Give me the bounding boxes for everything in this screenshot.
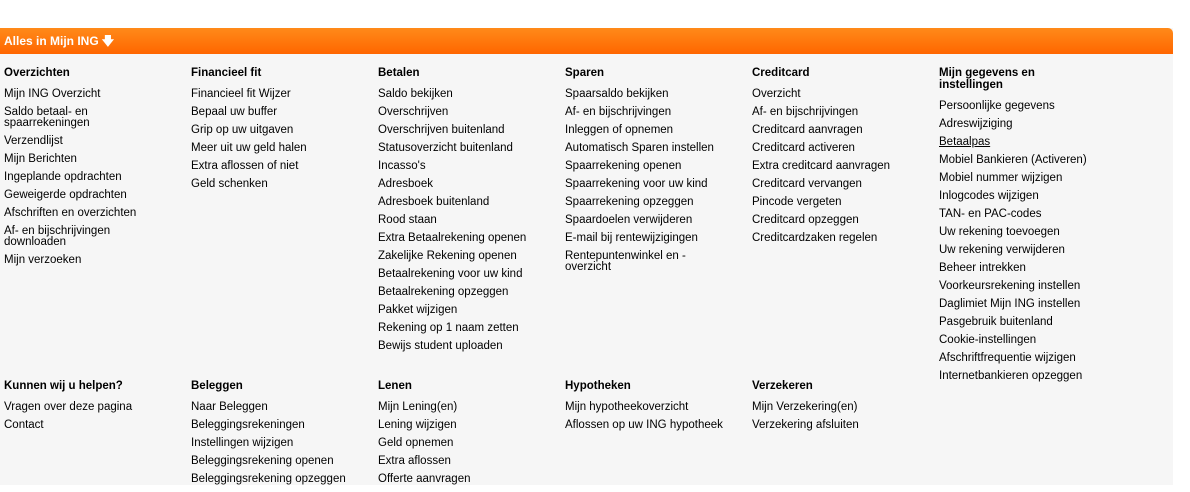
menu-link[interactable]: Mijn hypotheekoverzicht: [565, 401, 689, 413]
menu-link[interactable]: Bewijs student uploaden: [378, 340, 503, 352]
menu-link[interactable]: Creditcard activeren: [752, 142, 855, 154]
menu-link[interactable]: Zakelijke Rekening openen: [378, 250, 517, 262]
menu-link[interactable]: Beheer intrekken: [939, 262, 1026, 274]
section-sparen: [565, 67, 745, 280]
menu-link[interactable]: Inleggen of opnemen: [565, 124, 674, 136]
menu-link[interactable]: Verzekering afsluiten: [752, 419, 859, 431]
menu-link[interactable]: Af- en bijschrijvingen: [752, 106, 859, 118]
menu-link[interactable]: Mijn ING Overzicht: [4, 88, 101, 100]
link-list: [378, 89, 558, 352]
menu-link[interactable]: Af- en bijschrijvingen: [565, 106, 672, 118]
menu-link[interactable]: Adreswijziging: [939, 118, 1013, 130]
menu-link[interactable]: Daglimiet Mijn ING instellen: [939, 298, 1081, 310]
menu-link[interactable]: Statusoverzicht buitenland: [378, 142, 513, 154]
menu-link[interactable]: Mijn Lening(en): [378, 401, 458, 413]
menu-link[interactable]: Af- en bijschrijvingen downloaden: [4, 225, 111, 248]
menu-link[interactable]: Beleggingsrekening openen: [191, 455, 334, 467]
menu-link[interactable]: Spaardoelen verwijderen: [565, 214, 693, 226]
menu-link[interactable]: Extra aflossen of niet: [191, 160, 299, 172]
menu-link[interactable]: Adresboek buitenland: [378, 196, 490, 208]
section-title: Sparen: [565, 67, 604, 79]
menu-link[interactable]: Instellingen wijzigen: [191, 437, 294, 449]
menu-header[interactable]: [0, 28, 1173, 54]
section-title: Creditcard: [752, 67, 810, 79]
menu-link[interactable]: Geld opnemen: [378, 437, 454, 449]
menu-link[interactable]: Beleggingsrekeningen: [191, 419, 305, 431]
menu-link[interactable]: Afschriftfrequentie wijzigen: [939, 352, 1076, 364]
menu-link[interactable]: Geld schenken: [191, 178, 268, 190]
section-title: Hypotheken: [565, 380, 631, 392]
link-list: [378, 402, 558, 485]
menu-header-title: Alles in Mijn ING: [4, 34, 99, 48]
menu-link[interactable]: Offerte aanvragen: [378, 473, 471, 485]
section-verzekeren: [752, 380, 932, 438]
section-creditcard: [752, 67, 932, 251]
section-title: Verzekeren: [752, 380, 813, 392]
menu-link[interactable]: Creditcardzaken regelen: [752, 232, 878, 244]
menu-link[interactable]: Mobiel Bankieren (Activeren): [939, 154, 1087, 166]
arrow-down-icon: 🡇: [101, 34, 115, 48]
menu-link[interactable]: Creditcard aanvragen: [752, 124, 863, 136]
menu-link[interactable]: Internetbankieren opzeggen: [939, 370, 1083, 382]
link-list: [565, 89, 745, 273]
link-list: [4, 402, 184, 431]
menu-link[interactable]: Pasgebruik buitenland: [939, 316, 1053, 328]
menu-link[interactable]: Overzicht: [752, 88, 801, 100]
menu-link[interactable]: Beleggingsrekening opzeggen: [191, 473, 346, 485]
menu-link[interactable]: Saldo betaal- en spaarrekeningen: [4, 106, 90, 129]
menu-link[interactable]: Betaalrekening voor uw kind: [378, 268, 523, 280]
menu-link[interactable]: Mijn verzoeken: [4, 254, 82, 266]
section-title: Kunnen wij u helpen?: [4, 380, 123, 392]
link-list: [191, 402, 371, 485]
section-title: Overzichten: [4, 67, 70, 79]
menu-link[interactable]: Pakket wijzigen: [378, 304, 458, 316]
menu-link[interactable]: Ingeplande opdrachten: [4, 171, 122, 183]
section-lenen: [378, 380, 558, 492]
menu-link[interactable]: Grip op uw uitgaven: [191, 124, 294, 136]
menu-link[interactable]: Automatisch Sparen instellen: [565, 142, 714, 154]
menu-link[interactable]: Bepaal uw buffer: [191, 106, 278, 118]
section-hypotheken: [565, 380, 745, 438]
menu-link[interactable]: Uw rekening toevoegen: [939, 226, 1060, 238]
menu-link[interactable]: Financieel fit Wijzer: [191, 88, 291, 100]
menu-link[interactable]: Mobiel nummer wijzigen: [939, 172, 1063, 184]
section-mijn-gegevens: [939, 67, 1109, 389]
menu-link[interactable]: Betaalpas: [939, 136, 991, 148]
menu-link[interactable]: Rood staan: [378, 214, 437, 226]
menu-link[interactable]: Cookie-instellingen: [939, 334, 1037, 346]
menu-link[interactable]: Lening wijzigen: [378, 419, 457, 431]
link-list: [191, 89, 371, 190]
menu-link[interactable]: TAN- en PAC-codes: [939, 208, 1042, 220]
section-beleggen: [191, 380, 371, 492]
menu-link[interactable]: Inlogcodes wijzigen: [939, 190, 1039, 202]
menu-link[interactable]: Spaarrekening voor uw kind: [565, 178, 708, 190]
menu-link[interactable]: Meer uit uw geld halen: [191, 142, 307, 154]
menu-link[interactable]: Creditcard vervangen: [752, 178, 862, 190]
link-list: [4, 89, 184, 266]
section-betalen: [378, 67, 558, 359]
section-kunnen-wij-helpen: [4, 380, 184, 438]
menu-link[interactable]: Extra creditcard aanvragen: [752, 160, 891, 172]
menu-link[interactable]: Persoonlijke gegevens: [939, 100, 1055, 112]
mijn-ing-menu-panel: [0, 28, 1173, 485]
menu-link[interactable]: Geweigerde opdrachten: [4, 189, 127, 201]
section-overzichten: [4, 67, 184, 273]
menu-link[interactable]: Mijn Verzekering(en): [752, 401, 858, 413]
menu-link[interactable]: Saldo bekijken: [378, 88, 453, 100]
link-list: [939, 101, 1109, 382]
section-title: Mijn gegevens en instellingen: [939, 67, 1035, 91]
menu-link[interactable]: Afschriften en overzichten: [4, 207, 137, 219]
section-title: Lenen: [378, 380, 412, 392]
menu-link[interactable]: Voorkeursrekening instellen: [939, 280, 1081, 292]
menu-link[interactable]: Rentepuntenwinkel en - overzicht: [565, 250, 686, 273]
link-list: [565, 402, 745, 431]
section-title: Beleggen: [191, 380, 243, 392]
section-title: Betalen: [378, 67, 420, 79]
menu-link[interactable]: Overschrijven: [378, 106, 449, 118]
menu-link[interactable]: Incasso's: [378, 160, 426, 172]
menu-link[interactable]: Naar Beleggen: [191, 401, 268, 413]
menu-link[interactable]: Verzendlijst: [4, 135, 63, 147]
menu-link[interactable]: Uw rekening verwijderen: [939, 244, 1065, 256]
menu-link[interactable]: Betaalrekening opzeggen: [378, 286, 509, 298]
menu-link[interactable]: Rekening op 1 naam zetten: [378, 322, 519, 334]
link-list: [752, 89, 932, 244]
menu-link[interactable]: Extra Betaalrekening openen: [378, 232, 527, 244]
menu-link[interactable]: Vragen over deze pagina: [4, 401, 133, 413]
link-list: [752, 402, 932, 431]
menu-link[interactable]: Mijn Berichten: [4, 153, 77, 165]
menu-link[interactable]: Creditcard opzeggen: [752, 214, 859, 226]
menu-link[interactable]: Overschrijven buitenland: [378, 124, 505, 136]
section-financieel-fit: [191, 67, 371, 197]
menu-link[interactable]: Spaarrekening opzeggen: [565, 196, 694, 208]
menu-link[interactable]: Aflossen op uw ING hypotheek: [565, 419, 723, 431]
menu-link[interactable]: Contact: [4, 419, 44, 431]
menu-link[interactable]: Spaarrekening openen: [565, 160, 682, 172]
menu-link[interactable]: Extra aflossen: [378, 455, 451, 467]
menu-link[interactable]: Pincode vergeten: [752, 196, 842, 208]
section-title: Financieel fit: [191, 67, 262, 79]
menu-link[interactable]: Spaarsaldo bekijken: [565, 88, 669, 100]
menu-link[interactable]: E-mail bij rentewijzigingen: [565, 232, 698, 244]
menu-link[interactable]: Adresboek: [378, 178, 433, 190]
